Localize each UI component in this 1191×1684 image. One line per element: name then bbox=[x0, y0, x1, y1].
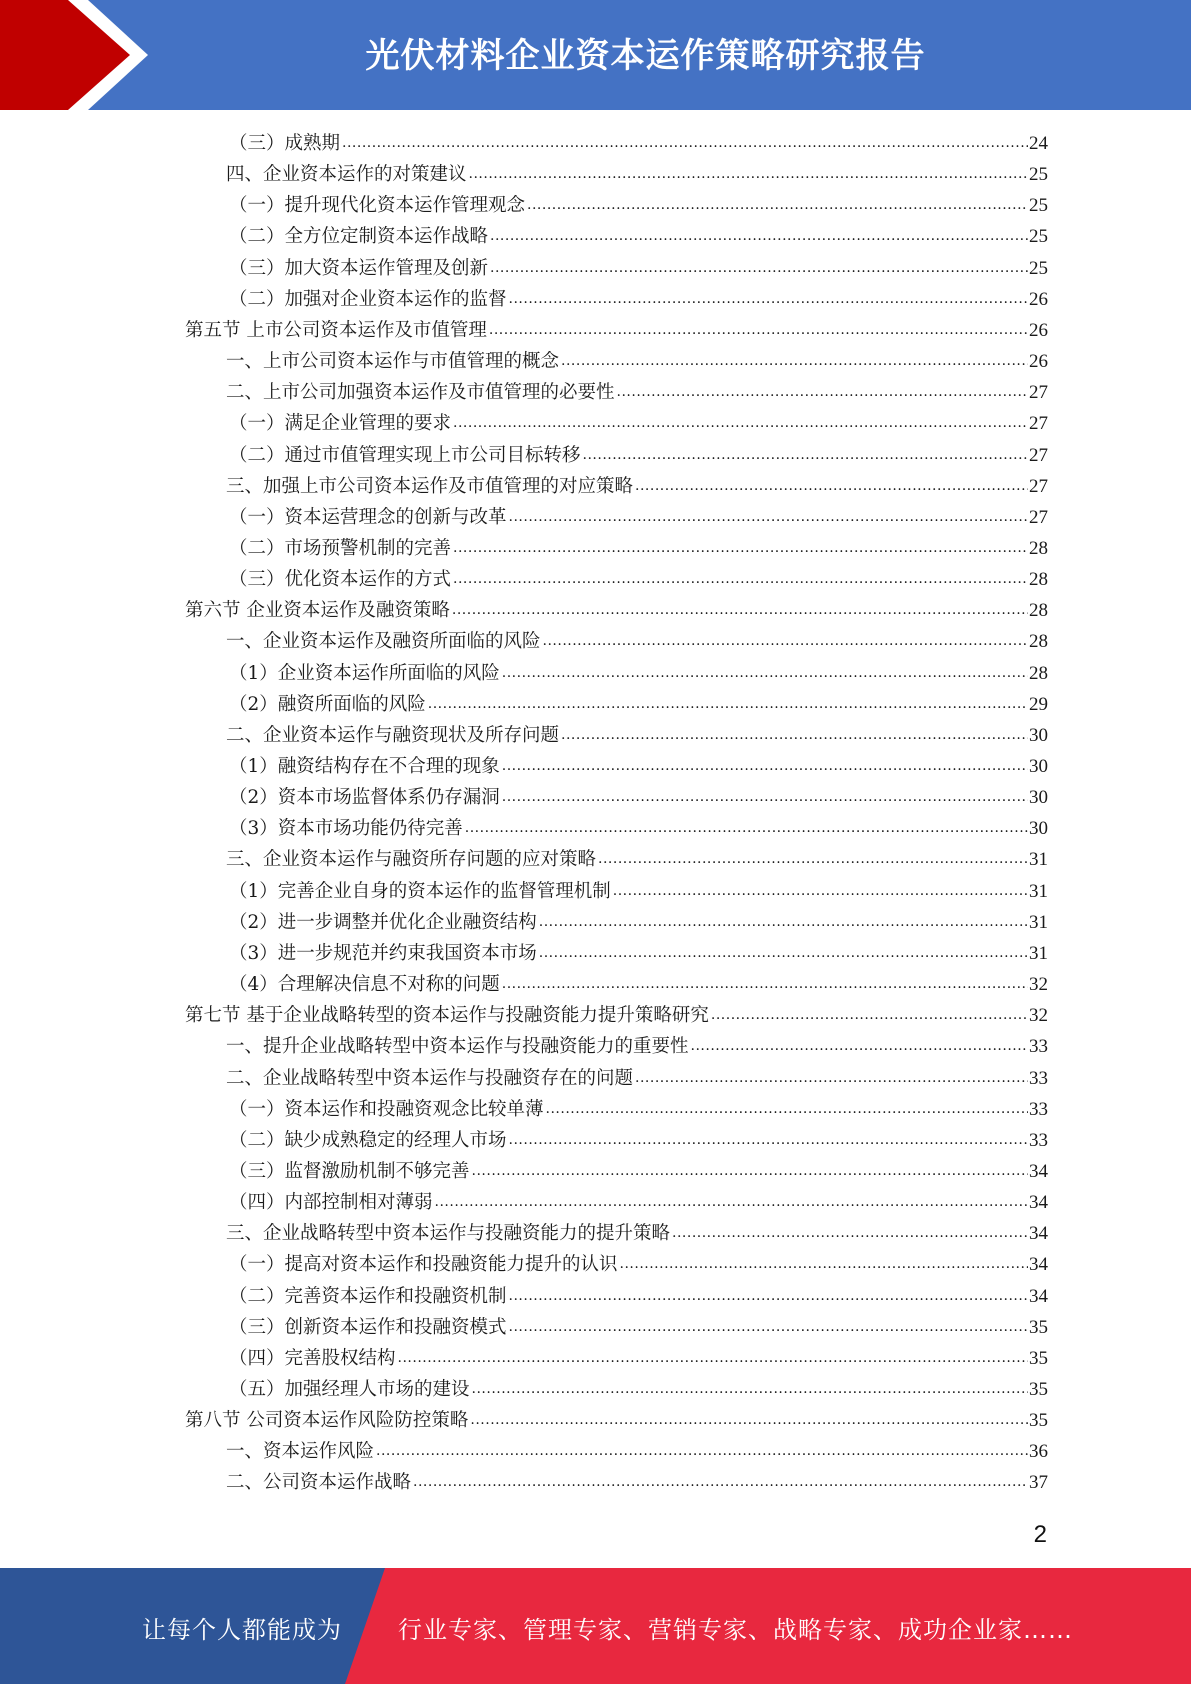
toc-leader-dots bbox=[711, 1000, 1028, 1031]
toc-entry[interactable] bbox=[226, 1063, 1048, 1094]
toc-entry-label: 三、企业战略转型中资本运作与投融资能力的提升策略 bbox=[226, 1223, 671, 1245]
toc-entry-page: 32 bbox=[1029, 1005, 1048, 1027]
toc-entry-label: （3）进一步规范并约束我国资本市场 bbox=[229, 942, 537, 964]
toc-leader-dots bbox=[489, 315, 1028, 346]
toc-entry[interactable] bbox=[229, 1187, 1048, 1218]
toc-leader-dots bbox=[539, 938, 1028, 969]
toc-leader-dots bbox=[470, 1405, 1028, 1436]
toc-entry[interactable] bbox=[185, 315, 1048, 346]
toc-entry[interactable] bbox=[229, 1249, 1048, 1280]
toc-entry[interactable] bbox=[229, 440, 1048, 471]
toc-leader-dots bbox=[543, 626, 1028, 657]
toc-entry-label: （1）完善企业自身的资本运作的监督管理机制 bbox=[229, 880, 611, 902]
toc-entry-page: 26 bbox=[1029, 319, 1048, 341]
toc-entry-label: 一、资本运作风险 bbox=[226, 1441, 375, 1463]
toc-entry-label: 二、企业资本运作与融资现状及所存问题 bbox=[226, 724, 560, 746]
toc-entry-page: 34 bbox=[1029, 1160, 1048, 1182]
toc-entry-page: 27 bbox=[1029, 506, 1048, 528]
toc-entry[interactable] bbox=[185, 1405, 1048, 1436]
toc-entry-page: 27 bbox=[1029, 413, 1048, 435]
toc-entry-label: （三）创新资本运作和投融资模式 bbox=[229, 1316, 507, 1338]
toc-entry[interactable] bbox=[229, 813, 1048, 844]
toc-leader-dots bbox=[620, 1249, 1028, 1280]
toc-entry-label: （2）进一步调整并优化企业融资结构 bbox=[229, 911, 537, 933]
toc-entry-page: 36 bbox=[1029, 1441, 1048, 1463]
toc-entry-label: （二）通过市值管理实现上市公司目标转移 bbox=[229, 444, 581, 466]
toc-entry-label: 三、企业资本运作与融资所存问题的应对策略 bbox=[226, 849, 597, 871]
report-title: 光伏材料企业资本运作策略研究报告 bbox=[365, 36, 926, 76]
toc-entry-label: （2）融资所面临的风险 bbox=[229, 693, 426, 715]
toc-entry-page: 26 bbox=[1029, 351, 1048, 373]
toc-leader-dots bbox=[691, 1031, 1028, 1062]
toc-entry[interactable] bbox=[229, 284, 1048, 315]
toc-entry-label: 第五节 上市公司资本运作及市值管理 bbox=[185, 319, 487, 341]
toc-leader-dots bbox=[453, 408, 1028, 439]
toc-entry-page: 33 bbox=[1029, 1067, 1048, 1089]
toc-entry[interactable] bbox=[229, 1312, 1048, 1343]
toc-entry-page: 25 bbox=[1029, 195, 1048, 217]
toc-entry-label: 三、加强上市公司资本运作及市值管理的对应策略 bbox=[226, 475, 634, 497]
toc-leader-dots bbox=[672, 1218, 1028, 1249]
toc-leader-dots bbox=[398, 1343, 1028, 1374]
toc-entry-page: 28 bbox=[1029, 537, 1048, 559]
toc-leader-dots bbox=[490, 221, 1028, 252]
toc-leader-dots bbox=[509, 502, 1028, 533]
toc-entry[interactable] bbox=[229, 564, 1048, 595]
toc-entry-label: 二、上市公司加强资本运作及市值管理的必要性 bbox=[226, 382, 615, 404]
toc-leader-dots bbox=[472, 1156, 1028, 1187]
toc-entry-label: （1）企业资本运作所面临的风险 bbox=[229, 662, 500, 684]
toc-leader-dots bbox=[502, 969, 1028, 1000]
toc-entry-label: 一、上市公司资本运作与市值管理的概念 bbox=[226, 351, 560, 373]
toc-entry[interactable] bbox=[226, 159, 1048, 190]
toc-leader-dots bbox=[502, 751, 1028, 782]
toc-leader-dots bbox=[509, 1125, 1028, 1156]
toc-entry-page: 28 bbox=[1029, 631, 1048, 653]
toc-entry-label: （三）监督激励机制不够完善 bbox=[229, 1160, 470, 1182]
toc-entry[interactable] bbox=[229, 253, 1048, 284]
toc-leader-dots bbox=[376, 1436, 1028, 1467]
toc-entry-label: 四、企业资本运作的对策建议 bbox=[226, 164, 467, 186]
toc-leader-dots bbox=[453, 533, 1028, 564]
toc-entry-label: （4）合理解决信息不对称的问题 bbox=[229, 974, 500, 996]
toc-entry-page: 30 bbox=[1029, 756, 1048, 777]
toc-entry-page: 31 bbox=[1029, 911, 1048, 933]
toc-entry-label: 第七节 基于企业战略转型的资本运作与投融资能力提升策略研究 bbox=[185, 1005, 709, 1027]
toc-leader-dots bbox=[502, 782, 1028, 813]
toc-leader-dots bbox=[452, 595, 1028, 626]
toc-entry[interactable] bbox=[226, 626, 1048, 657]
toc-entry[interactable] bbox=[226, 471, 1048, 502]
toc-entry-page: 28 bbox=[1029, 600, 1048, 622]
toc-entry[interactable] bbox=[226, 377, 1048, 408]
toc-leader-dots bbox=[509, 1312, 1028, 1343]
toc-entry-label: （二）完善资本运作和投融资机制 bbox=[229, 1285, 507, 1307]
toc-leader-dots bbox=[635, 1063, 1028, 1094]
toc-entry[interactable] bbox=[229, 1343, 1048, 1374]
toc-leader-dots bbox=[561, 720, 1028, 751]
toc-entry-page: 30 bbox=[1029, 787, 1048, 809]
toc-entry[interactable] bbox=[229, 1125, 1048, 1156]
toc-entry-page: 32 bbox=[1029, 974, 1048, 996]
toc-leader-dots bbox=[509, 284, 1028, 315]
toc-entry-page: 34 bbox=[1029, 1254, 1048, 1276]
toc-entry-page: 26 bbox=[1029, 288, 1048, 310]
toc-entry-page: 31 bbox=[1029, 880, 1048, 902]
toc-entry-page: 30 bbox=[1029, 724, 1048, 746]
toc-entry-label: （四）完善股权结构 bbox=[229, 1347, 396, 1369]
toc-entry-page: 31 bbox=[1029, 849, 1048, 871]
toc-entry-page: 34 bbox=[1029, 1285, 1048, 1307]
toc-entry[interactable] bbox=[229, 876, 1048, 907]
toc-entry[interactable] bbox=[185, 1000, 1048, 1031]
toc-entry[interactable] bbox=[229, 658, 1048, 689]
toc-entry[interactable] bbox=[185, 595, 1048, 626]
toc-entry-label: （一）资本运营理念的创新与改革 bbox=[229, 506, 507, 528]
toc-leader-dots bbox=[435, 1187, 1028, 1218]
toc-entry-page: 30 bbox=[1029, 818, 1048, 840]
toc-entry-label: （2）资本市场监督体系仍存漏洞 bbox=[229, 787, 500, 809]
toc-leader-dots bbox=[561, 346, 1028, 377]
page-header-banner bbox=[0, 0, 1191, 110]
toc-entry-page: 35 bbox=[1029, 1410, 1048, 1432]
toc-entry[interactable] bbox=[229, 782, 1048, 813]
toc-leader-dots bbox=[509, 1281, 1028, 1312]
toc-entry-page: 27 bbox=[1029, 382, 1048, 404]
toc-entry[interactable] bbox=[229, 221, 1048, 252]
toc-entry[interactable] bbox=[229, 408, 1048, 439]
toc-leader-dots bbox=[428, 689, 1028, 720]
toc-leader-dots bbox=[635, 471, 1028, 502]
toc-entry[interactable] bbox=[229, 689, 1048, 720]
toc-leader-dots bbox=[342, 128, 1028, 159]
toc-entry-label: （四）内部控制相对薄弱 bbox=[229, 1192, 433, 1214]
toc-entry-page: 35 bbox=[1029, 1316, 1048, 1338]
toc-entry-page: 28 bbox=[1029, 569, 1048, 591]
toc-entry[interactable] bbox=[226, 346, 1048, 377]
toc-entry-label: （二）缺少成熟稳定的经理人市场 bbox=[229, 1129, 507, 1151]
toc-entry[interactable] bbox=[226, 1467, 1048, 1498]
toc-entry[interactable] bbox=[229, 1281, 1048, 1312]
toc-entry-label: （二）加强对企业资本运作的监督 bbox=[229, 288, 507, 310]
toc-entry[interactable] bbox=[226, 844, 1048, 875]
toc-entry[interactable] bbox=[226, 1031, 1048, 1062]
toc-entry-label: （三）优化资本运作的方式 bbox=[229, 569, 452, 591]
toc-entry-label: 一、企业资本运作及融资所面临的风险 bbox=[226, 631, 541, 653]
toc-leader-dots bbox=[527, 190, 1028, 221]
toc-entry-page: 34 bbox=[1029, 1223, 1048, 1245]
toc-entry[interactable] bbox=[226, 1436, 1048, 1467]
footer-slogan-right: 行业专家、管理专家、营销专家、战略专家、成功企业家…… bbox=[398, 1616, 1073, 1644]
toc-entry-page: 29 bbox=[1029, 693, 1048, 715]
toc-entry[interactable] bbox=[229, 969, 1048, 1000]
toc-entry-page: 35 bbox=[1029, 1379, 1048, 1400]
toc-entry[interactable] bbox=[229, 533, 1048, 564]
footer-slogan-left: 让每个人都能成为 bbox=[142, 1616, 342, 1644]
toc-entry-label: （二）市场预警机制的完善 bbox=[229, 537, 452, 559]
toc-entry-label: 第六节 企业资本运作及融资策略 bbox=[185, 600, 450, 622]
toc-entry-page: 33 bbox=[1029, 1036, 1048, 1058]
toc-leader-dots bbox=[598, 844, 1028, 875]
toc-entry-label: 二、公司资本运作战略 bbox=[226, 1472, 412, 1494]
toc-entry[interactable] bbox=[229, 938, 1048, 969]
page-number: 2 bbox=[1033, 1521, 1047, 1548]
toc-entry-page: 33 bbox=[1029, 1129, 1048, 1151]
toc-entry[interactable] bbox=[229, 1156, 1048, 1187]
toc-entry-page: 25 bbox=[1029, 164, 1048, 186]
toc-entry-page: 28 bbox=[1029, 662, 1048, 684]
toc-entry-label: （二）全方位定制资本运作战略 bbox=[229, 226, 489, 248]
page-footer-banner bbox=[0, 1568, 1191, 1684]
toc-entry-label: （五）加强经理人市场的建设 bbox=[229, 1379, 470, 1400]
toc-entry-page: 24 bbox=[1029, 133, 1048, 154]
toc-entry[interactable] bbox=[229, 1094, 1048, 1125]
toc-entry-label: （三）加大资本运作管理及创新 bbox=[229, 257, 489, 279]
toc-leader-dots bbox=[613, 876, 1028, 907]
toc-entry[interactable] bbox=[226, 1218, 1048, 1249]
toc-entry-page: 25 bbox=[1029, 226, 1048, 248]
toc-entry-label: （一）提高对资本运作和投融资能力提升的认识 bbox=[229, 1254, 618, 1276]
toc-entry-label: 一、提升企业战略转型中资本运作与投融资能力的重要性 bbox=[226, 1036, 689, 1058]
toc-entry-page: 37 bbox=[1029, 1472, 1048, 1494]
toc-entry-page: 35 bbox=[1029, 1347, 1048, 1369]
toc-entry-page: 33 bbox=[1029, 1098, 1048, 1120]
toc-entry-page: 27 bbox=[1029, 475, 1048, 497]
toc-leader-dots bbox=[453, 564, 1028, 595]
toc-entry[interactable] bbox=[229, 190, 1048, 221]
toc-entry-label: （1）融资结构存在不合理的现象 bbox=[229, 756, 500, 777]
toc-entry-label: （一）满足企业管理的要求 bbox=[229, 413, 452, 435]
toc-leader-dots bbox=[472, 1374, 1028, 1405]
toc-leader-dots bbox=[413, 1467, 1028, 1498]
toc-entry-label: 二、企业战略转型中资本运作与投融资存在的问题 bbox=[226, 1067, 634, 1089]
toc-entry[interactable] bbox=[229, 1374, 1048, 1405]
toc-leader-dots bbox=[539, 907, 1028, 938]
toc-leader-dots bbox=[617, 377, 1028, 408]
toc-leader-dots bbox=[490, 253, 1028, 284]
toc-leader-dots bbox=[465, 813, 1028, 844]
toc-entry-page: 31 bbox=[1029, 942, 1048, 964]
toc-entry-label: （一）提升现代化资本运作管理观念 bbox=[229, 195, 526, 217]
toc-entry-label: （三）成熟期 bbox=[229, 133, 341, 154]
toc-entry[interactable] bbox=[229, 502, 1048, 533]
toc-entry[interactable] bbox=[229, 128, 1048, 159]
toc-leader-dots bbox=[583, 440, 1028, 471]
toc-leader-dots bbox=[502, 658, 1028, 689]
toc-entry-label: 第八节 公司资本运作风险防控策略 bbox=[185, 1410, 469, 1432]
toc-entry[interactable] bbox=[226, 720, 1048, 751]
toc-entry-page: 34 bbox=[1029, 1192, 1048, 1214]
toc-entry-label: （一）资本运作和投融资观念比较单薄 bbox=[229, 1098, 544, 1120]
toc-leader-dots bbox=[469, 159, 1028, 190]
toc-entry[interactable] bbox=[229, 751, 1048, 782]
toc-leader-dots bbox=[546, 1094, 1028, 1125]
toc-entry[interactable] bbox=[229, 907, 1048, 938]
toc-entry-page: 27 bbox=[1029, 444, 1048, 466]
toc-entry-page: 25 bbox=[1029, 257, 1048, 279]
toc-entry-label: （3）资本市场功能仍待完善 bbox=[229, 818, 463, 840]
